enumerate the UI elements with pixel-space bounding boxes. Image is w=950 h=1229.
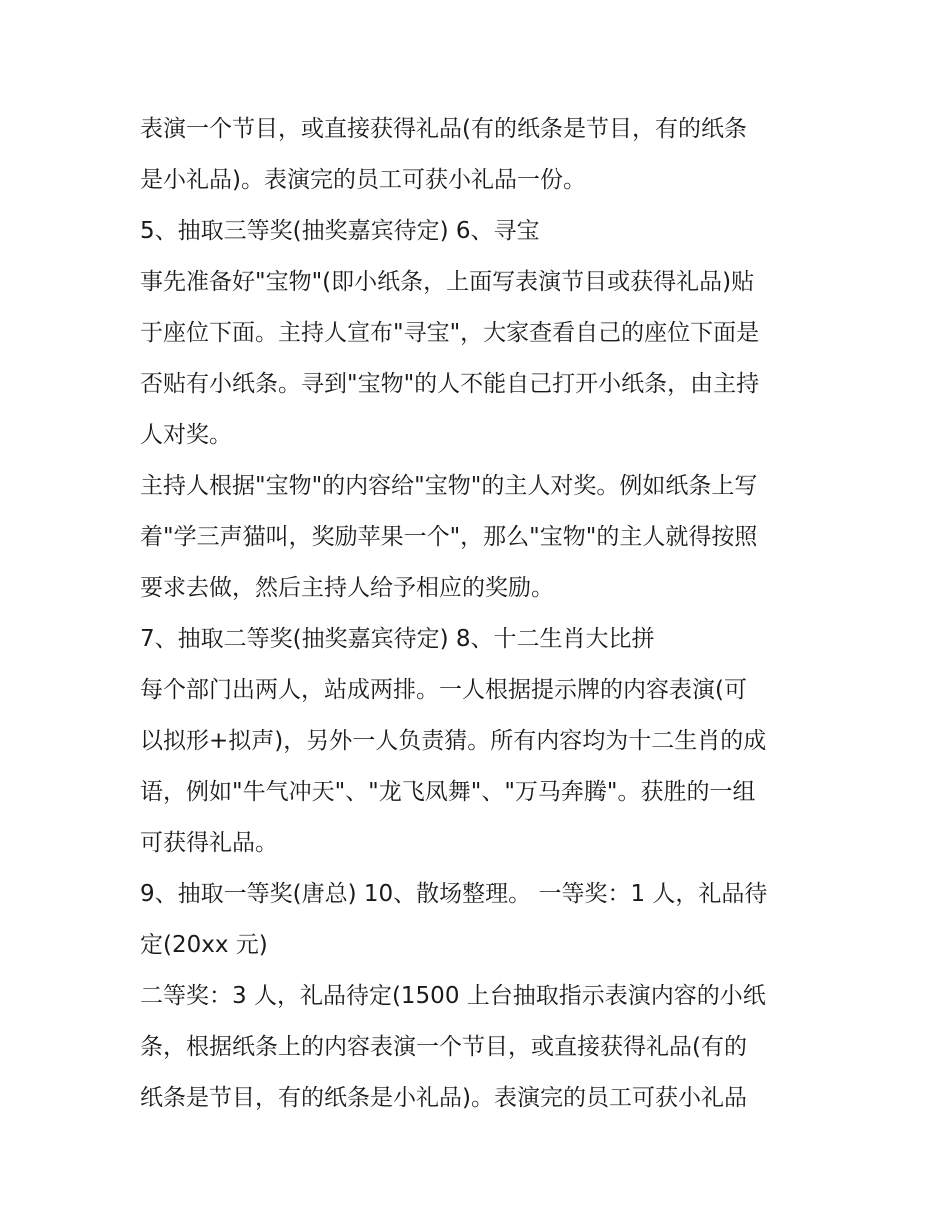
text-line: 二等奖：3 人，礼品待定(1500 上台抽取指示表演内容的小纸 bbox=[140, 983, 766, 1009]
text-line: 人对奖。 bbox=[140, 422, 232, 448]
text-line: 要求去做，然后主持人给予相应的奖励。 bbox=[140, 575, 554, 601]
text-line: 5、抽取三等奖(抽奖嘉宾待定) 6、寻宝 bbox=[140, 218, 540, 244]
text-line: 表演一个节目，或直接获得礼品(有的纸条是节目，有的纸条 bbox=[140, 116, 747, 142]
text-line: 7、抽取二等奖(抽奖嘉宾待定) 8、十二生肖大比拼 bbox=[140, 626, 655, 652]
text-line: 以拟形+拟声)，另外一人负责猜。所有内容均为十二生肖的成 bbox=[140, 728, 767, 754]
text-line: 定(20xx 元) bbox=[140, 932, 268, 958]
text-line: 于座位下面。主持人宣布"寻宝"，大家查看自己的座位下面是 bbox=[140, 320, 760, 346]
text-line: 9、抽取一等奖(唐总) 10、散场整理。 一等奖：1 人，礼品待 bbox=[140, 881, 768, 907]
text-line: 主持人根据"宝物"的内容给"宝物"的主人对奖。例如纸条上写 bbox=[140, 473, 758, 499]
text-line: 着"学三声猫叫，奖励苹果一个"，那么"宝物"的主人就得按照 bbox=[140, 524, 758, 550]
text-line: 事先准备好"宝物"(即小纸条，上面写表演节目或获得礼品)贴 bbox=[140, 269, 755, 295]
text-line: 每个部门出两人，站成两排。一人根据提示牌的内容表演(可 bbox=[140, 677, 747, 703]
text-line: 纸条是节目，有的纸条是小礼品)。表演完的员工可获小礼品 bbox=[140, 1085, 747, 1111]
text-line: 条，根据纸条上的内容表演一个节目，或直接获得礼品(有的 bbox=[140, 1034, 747, 1060]
text-line: 否贴有小纸条。寻到"宝物"的人不能自己打开小纸条，由主持 bbox=[140, 371, 760, 397]
text-line: 可获得礼品。 bbox=[140, 830, 278, 856]
text-line: 是小礼品)。表演完的员工可获小礼品一份。 bbox=[140, 167, 586, 193]
text-line: 语，例如"牛气冲天"、"龙飞凤舞"、"万马奔腾"。获胜的一组 bbox=[140, 779, 756, 805]
document-body bbox=[140, 104, 820, 1124]
